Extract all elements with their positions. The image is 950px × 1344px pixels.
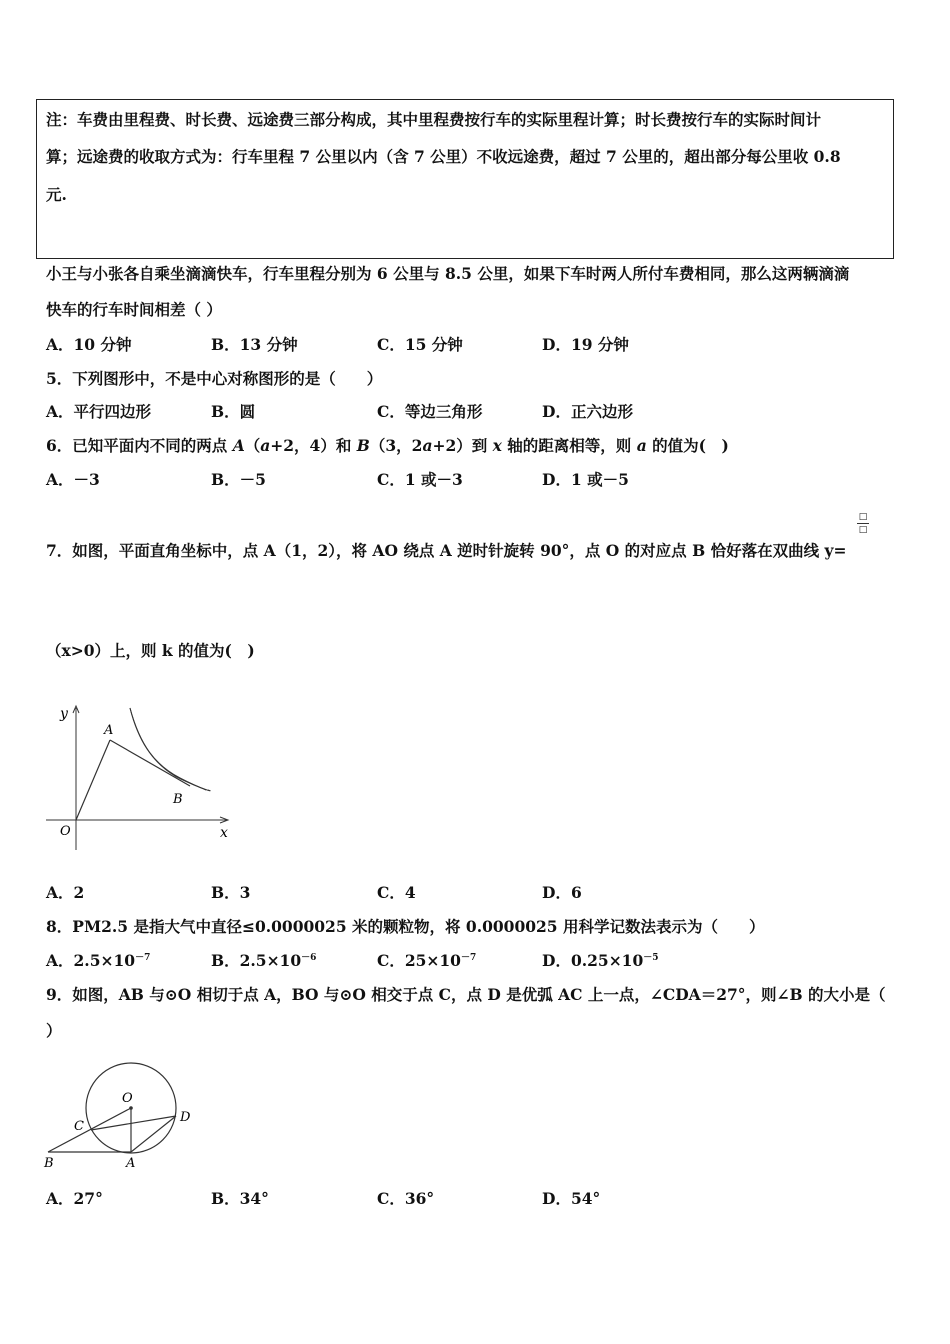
- q7-fraction: [857, 512, 869, 535]
- q5-option-c: C．等边三角形: [377, 402, 483, 421]
- q8-option-a: A．$2.5\times 10^{-7}$: [46, 951, 151, 970]
- q9-option-a: A．27°: [46, 1189, 103, 1208]
- q4-stem-line-2: 快车的行车时间相差（ ）: [46, 300, 222, 319]
- q6-option-a: A．－3: [46, 470, 100, 489]
- note-line-3: 元.: [46, 185, 67, 204]
- q7-option-c: C．4: [377, 883, 416, 902]
- q9-option-d: D．54°: [542, 1189, 601, 1208]
- q6-option-b: B．－5: [211, 470, 266, 489]
- q6-point-a: A: [232, 436, 245, 455]
- q9-figure: [40, 1055, 210, 1175]
- q6-option-d: D．1 或－5: [542, 470, 629, 489]
- q4-stem-line-1: 小王与小张各自乘坐滴滴快车，行车里程分别为 6 公里与 8.5 公里，如果下车时两人所付车费相同，那么这两辆滴滴: [46, 264, 850, 283]
- q7-fraction-denominator: □: [858, 525, 868, 535]
- q6-option-c: C．1 或－3: [377, 470, 463, 489]
- q7-figure: [40, 700, 240, 860]
- note-line-1: 注：车费由里程费、时长费、远途费三部分构成，其中里程费按行车的实际里程计算；时长费按行车的实际时间计: [46, 110, 822, 129]
- q8-stem: 8．PM2.5 是指大气中直径≤0.0000025 米的颗粒物，将 0.0000025 用科学记数法表示为（ ）: [46, 917, 765, 936]
- q7-option-d: D．6: [542, 883, 582, 902]
- q9-label-o: O: [122, 1091, 133, 1106]
- q7-segment-ao: [76, 740, 110, 820]
- q7-option-a: A．2: [46, 883, 85, 902]
- q7-option-b: B．3: [211, 883, 251, 902]
- q7-label-o: O: [60, 824, 71, 839]
- q7-segment-ab: [110, 740, 190, 786]
- q9-stem-line-2: ）: [46, 1021, 62, 1040]
- q7-fraction-numerator: □: [858, 512, 868, 522]
- q9-option-c: C．36°: [377, 1189, 435, 1208]
- q4-option-b: B．13 分钟: [211, 335, 298, 354]
- q5-option-a: A．平行四边形: [46, 402, 152, 421]
- q5-option-b: B．圆: [211, 402, 256, 421]
- q7-label-y: y: [60, 706, 68, 722]
- q9-label-b: B: [44, 1156, 54, 1171]
- q9-label-c: C: [74, 1119, 84, 1134]
- q6-stem: 6．已知平面内不同的两点 A（a+2，4）和 B（3，2a+2）到 x 轴的距离相等，则 a 的值为( ): [46, 436, 729, 455]
- q7-label-b: B: [173, 792, 183, 807]
- q9-option-b: B．34°: [211, 1189, 269, 1208]
- q9-label-a: A: [126, 1156, 136, 1171]
- q4-option-d: D．19 分钟: [542, 335, 629, 354]
- q9-label-d: D: [180, 1110, 191, 1125]
- q9-stem-line-1: 9．如图，AB 与⊙O 相切于点 A，BO 与⊙O 相交于点 C，点 D 是优弧 AC 上一点，∠CDA＝27°，则∠B 的大小是（: [46, 985, 886, 1004]
- q7-label-a: A: [104, 723, 114, 738]
- q5-option-d: D．正六边形: [542, 402, 633, 421]
- q7-hyperbola: [130, 708, 210, 791]
- q5-stem: 5．下列图形中，不是中心对称图形的是（ ）: [46, 369, 383, 388]
- note-line-2: 算；远途费的收取方式为：行车里程 7 公里以内（含 7 公里）不收远途费，超过 7 公里的，超出部分每公里收 0.8: [46, 147, 841, 166]
- q7-stem-line-2: （x>0）上，则 k 的值为( ): [46, 641, 255, 660]
- q7-stem-line-1: 7．如图，平面直角坐标中，点 A（1，2），将 AO 绕点 A 逆时针旋转 90°，点 O 的对应点 B 恰好落在双曲线 y=: [46, 541, 847, 560]
- q6-point-b: B: [356, 436, 370, 455]
- q4-option-c: C．15 分钟: [377, 335, 463, 354]
- q8-option-b: B．$2.5\times 10^{-6}$: [211, 951, 317, 970]
- q8-option-d: D．$0.25\times 10^{-5}$: [542, 951, 659, 970]
- q7-label-x: x: [220, 825, 228, 841]
- q8-option-c: C．$25\times 10^{-7}$: [377, 951, 477, 970]
- q4-option-a: A．10 分钟: [46, 335, 132, 354]
- q9-line-bo: [48, 1108, 131, 1152]
